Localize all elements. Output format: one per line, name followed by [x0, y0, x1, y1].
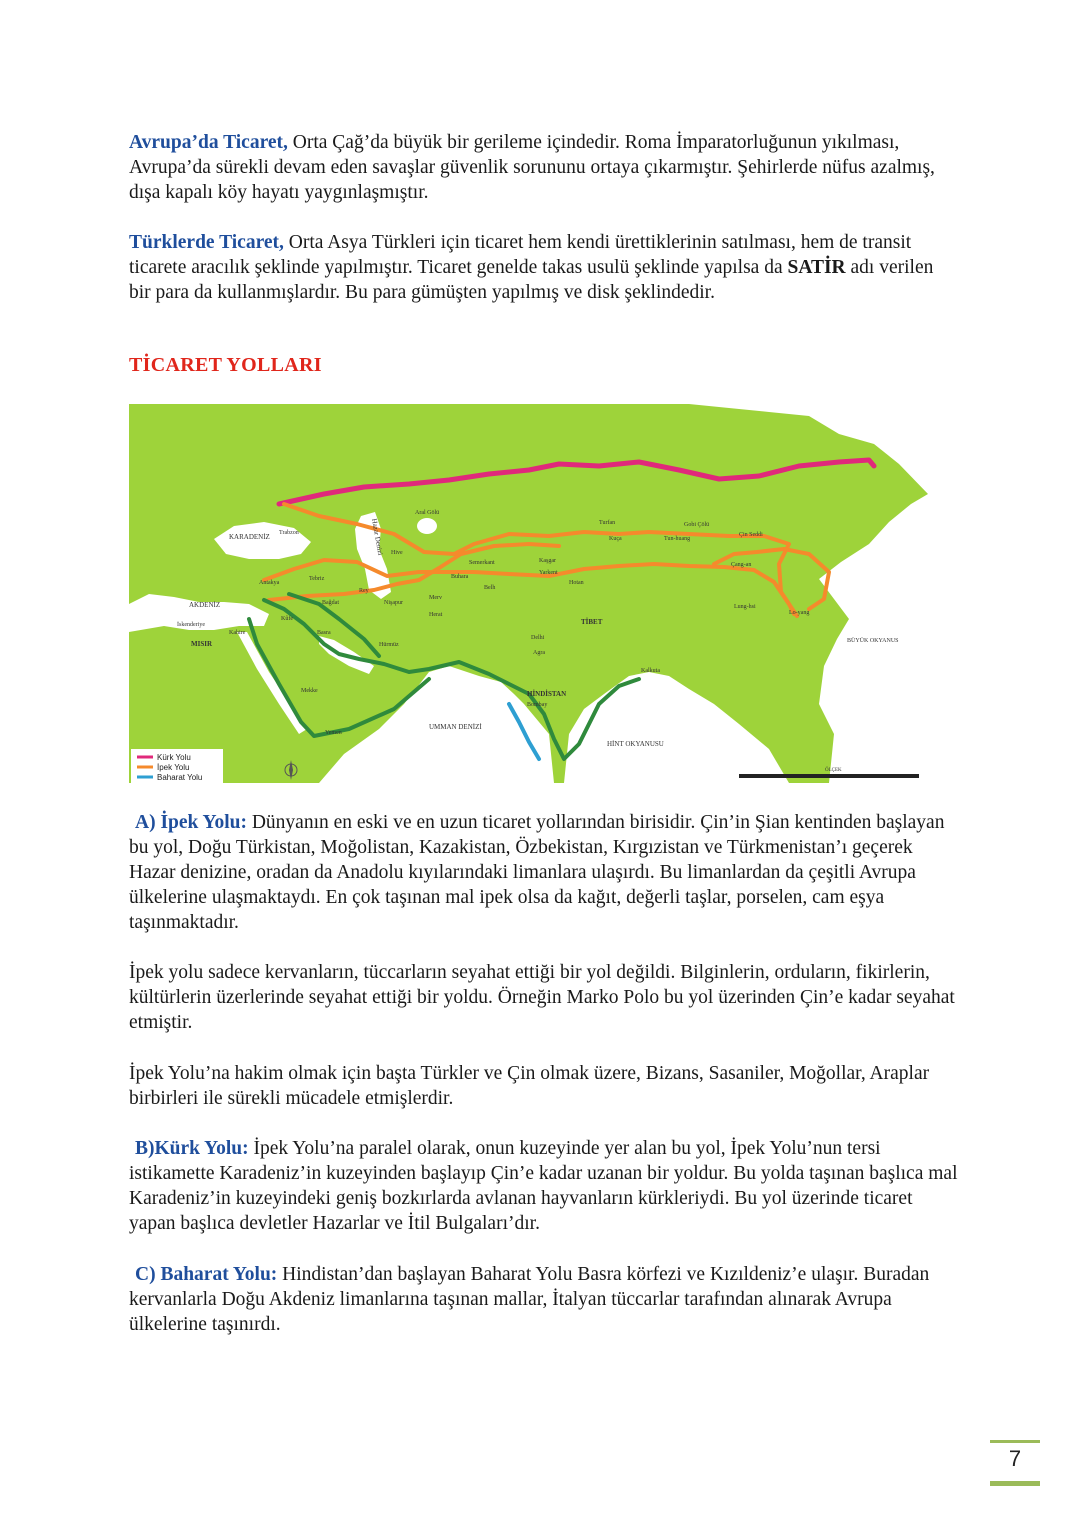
paragraph-baharat-yolu [129, 1262, 959, 1337]
paragraph-avrupa-ticaret [129, 130, 959, 205]
paragraph-ipek-yolu [129, 810, 959, 935]
label-lo-yang: Lo-yang [789, 610, 810, 616]
label-trabzon: Trabzon [279, 530, 299, 536]
label-karadeniz: KARADENİZ [229, 533, 270, 541]
label-cin-seddi: Çin Seddi [739, 532, 763, 538]
label-lung-hsi: Lung-hsi [734, 604, 756, 610]
trade-routes-map [129, 404, 928, 783]
label-basra: Basra [317, 630, 331, 636]
avrupa-ticaret-text: Orta Çağ’da büyük bir gerileme içindedir. Roma İmparatorluğunun yıkılması, Avrupa’da sürekli devam eden savaşlar güvenlik sorununu ortaya çıkarmıştır. Şehirlerde nüfus azalmış, dışa kapalı köy hayatı yaygınlaşmıştır. [129, 132, 935, 203]
kurk-yolu-heading: B)Kürk Yolu: [135, 1138, 249, 1159]
label-kalkuta: Kalkuta [641, 668, 660, 674]
label-bombay: Bombay [527, 702, 548, 708]
label-ray: Rey [359, 588, 369, 594]
paragraph-ipek-yolu-3: İpek Yolu’na hakim olmak için başta Türkler ve Çin olmak üzere, Bizans, Sasaniler, Moğollar, Araplar birbirleri ile sürekli mücadele etmişlerdir. [129, 1063, 930, 1109]
label-mekke: Mekke [301, 688, 318, 694]
label-turfan: Turfan [599, 520, 616, 526]
label-tibet: TİBET [581, 618, 603, 626]
paragraph-turklerde-ticaret [129, 230, 959, 305]
label-kufe: Kûfe [281, 616, 293, 622]
label-kasgar: Kaşgar [539, 558, 556, 564]
baharat-yolu-heading: C) Baharat Yolu: [135, 1264, 278, 1285]
turklerde-ticaret-text-2: adı verilen bir para da kullanmışlardır. Bu para gümüşten yapılmış ve disk şeklindedir. [129, 257, 934, 303]
label-nisapur: Nişapur [384, 600, 403, 606]
label-buhara: Buhara [451, 574, 469, 580]
map-legend [131, 749, 223, 783]
avrupa-ticaret-heading: Avrupa’da Ticaret, [129, 132, 288, 153]
page-number-box [990, 1440, 1040, 1486]
label-kuca: Kuça [609, 536, 622, 542]
label-hazar-denizi: Hazar Denizi [370, 517, 385, 556]
map-sea-aral [417, 518, 437, 534]
label-hive: Hive [391, 550, 403, 556]
label-aral: Aral Gölü [415, 510, 440, 516]
label-cang-an: Çang-an [731, 562, 752, 568]
label-semerkant: Semerkant [469, 560, 495, 566]
turklerde-ticaret-heading: Türklerde Ticaret, [129, 232, 284, 253]
label-hurmuz: Hürmüz [379, 642, 399, 648]
paragraph-ipek-yolu-2: İpek yolu sadece kervanların, tüccarların seyahat ettiği bir yol değildi. Bilginlerin, orduların, fikirlerin, kültürlerin üzerlerinde seyahat ettiği bir yoldu. Örneğin Marko Polo bu yol üzerinden Çin’e kadar seyahat etmiştir. [129, 962, 955, 1033]
ipek-yolu-heading: A) İpek Yolu: [135, 812, 247, 833]
ipek-yolu-text: Dünyanın en eski ve en uzun ticaret yollarından birisidir. Çin’in Şian kentinden başlayan bu yol, Doğu Türkistan, Moğolistan, Kazakistan, Özbekistan, Kırgızistan ve Türkmenistan’ı geçerek Hazar denizine, oradan da Anadolu kıyılarındaki limanlara ulaşırdı. Bu limanlardan da çeşitli Avrupa ülkelerine ulaşmaktaydı. En çok taşınan mal ipek olsa da kağıt, değerli taşlar, porselen, cam eşya taşınmaktadır. [129, 812, 945, 933]
label-akdeniz: AKDENİZ [189, 601, 221, 609]
turklerde-ticaret-text-1: Orta Asya Türkleri için ticaret hem kendi ürettiklerinin satılması, hem de transit ticarete aracılık şeklinde yapılmıştır. Ticaret genelde takas usulü şeklinde yapılsa da [129, 232, 912, 278]
page-number-rule-bottom [990, 1481, 1040, 1486]
label-delhi: Delhi [531, 635, 545, 641]
satir-term: SATİR [787, 257, 846, 278]
label-tun-huang: Tun-huang [664, 536, 691, 542]
label-hindistan: HİNDİSTAN [527, 690, 567, 698]
label-balh: Belh [484, 585, 496, 591]
label-umman-denizi: UMMAN DENİZİ [429, 723, 482, 731]
baharat-yolu-text: Hindistan’dan başlayan Baharat Yolu Basra körfezi ve Kızıldeniz’e ulaşır. Buradan kervanlarla Doğu Akdeniz limanlarına taşınan mallar, İtalyan tüccarlar tarafından alınarak Avrupa ülkelerine taşınırdı. [129, 1264, 930, 1335]
label-iskenderiye: İskenderiye [177, 622, 205, 628]
label-antakya: Antakya [259, 580, 280, 586]
label-herat: Herat [429, 612, 443, 618]
label-bagdat: Bağdat [322, 600, 339, 606]
map-scale-bar [739, 774, 919, 778]
label-agra: Agra [533, 650, 545, 656]
label-misir: MISIR [191, 640, 213, 648]
label-merv: Merv [429, 595, 442, 601]
map-svg [129, 404, 928, 783]
kurk-yolu-text: İpek Yolu’na paralel olarak, onun kuzeyinde yer alan bu yol, İpek Yolu’nun tersi istikamette Karadeniz’in kuzeyinden başlayıp Çin’e kadar uzanan bir yoldur. Bu yolda taşınan başlıca mal Karadeniz’in kuzeyindeki geniş bozkırlarda avlanan hayvanların kürkleriydi. Bu yol üzerinde ticaret yapan başlıca devletler Hazarlar ve İtil Bulgaları’dır. [129, 1138, 958, 1234]
label-hint-okyanusu: HİNT OKYANUSU [607, 740, 664, 748]
label-buyuk-okyanus: BÜYÜK OKYANUS [847, 638, 899, 644]
page-number: 7 [1008, 1446, 1022, 1471]
legend-label-kurk: Kürk Yolu [157, 753, 191, 762]
legend-label-ipek: İpek Yolu [157, 763, 190, 772]
paragraph-kurk-yolu [129, 1136, 959, 1236]
label-olcek: ÖLÇEK [825, 768, 842, 773]
label-gobi: Gobi Çölü [684, 522, 710, 528]
label-tebriz: Tebriz [309, 576, 325, 582]
label-hotan: Hotan [569, 580, 584, 586]
label-yarkent: Yarkent [539, 570, 558, 576]
label-kahire: Kahire [229, 630, 246, 636]
label-yemen: Yemen [325, 730, 342, 736]
section-title-ticaret-yollari: TİCARET YOLLARI [129, 354, 322, 376]
page-number-rule-top [990, 1440, 1040, 1443]
legend-label-baharat: Baharat Yolu [157, 773, 203, 782]
